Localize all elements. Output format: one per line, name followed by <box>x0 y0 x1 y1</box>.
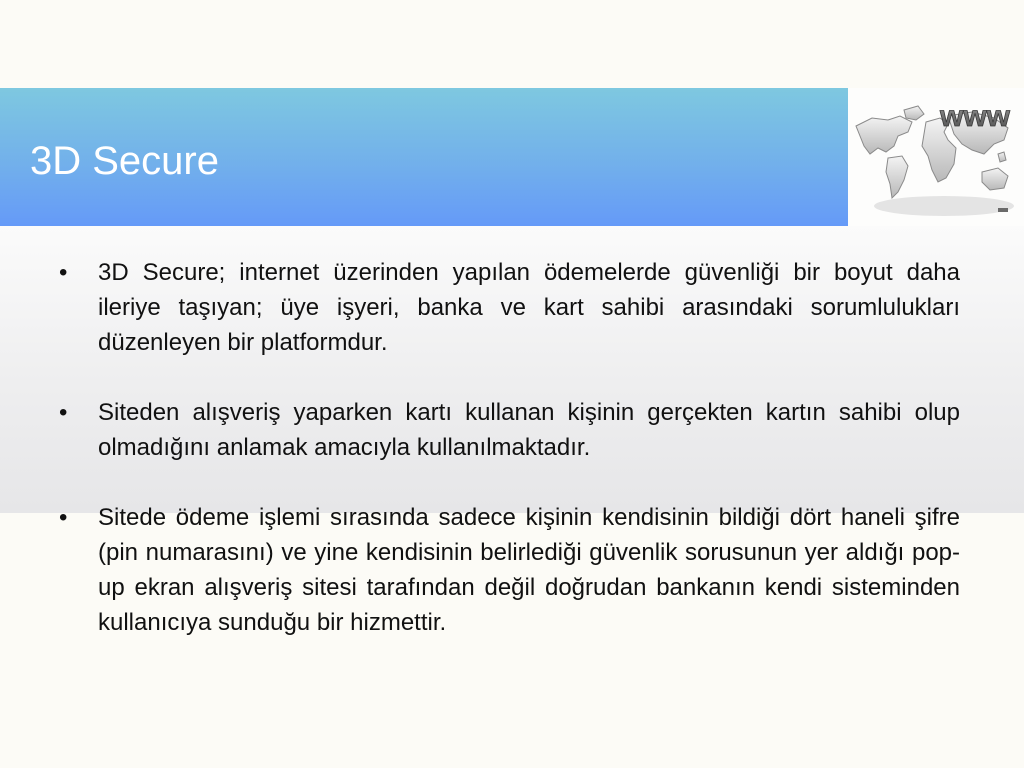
world-map-www-icon <box>848 88 1024 226</box>
bullet-dot-icon: • <box>59 259 68 286</box>
bullet-text: 3D Secure; internet üzerinden yapılan ödemelerde güvenliği bir boyut daha ileriye taşıyan; üye işyeri, banka ve kart sahibi arasındaki sorumlulukları düzenleyen bir platformdur. <box>98 259 960 356</box>
bullet-list <box>55 255 960 675</box>
logo-text: www <box>940 100 1011 133</box>
bullet-text: Sitede ödeme işlemi sırasında sadece kişinin kendisinin bildiği dört haneli şifre (pin numarasını) ve yine kendisinin belirlediği güvenlik sorusunun yer aldığı pop-up ekran alışveriş sitesi tarafından değil doğrudan bankanın kendi sisteminden kullanıcıya sunduğu bir hizmettir. <box>98 504 960 636</box>
bullet-text: Siteden alışveriş yaparken kartı kullanan kişinin gerçekten kartın sahibi olup olmadığını anlamak amacıyla kullanılmaktadır. <box>98 399 960 461</box>
slide-title: 3D Secure <box>30 139 219 183</box>
bullet-item <box>55 500 960 640</box>
bullet-item <box>55 395 960 465</box>
bullet-dot-icon: • <box>59 504 68 531</box>
bullet-item <box>55 255 960 360</box>
bullet-dot-icon: • <box>59 399 68 426</box>
